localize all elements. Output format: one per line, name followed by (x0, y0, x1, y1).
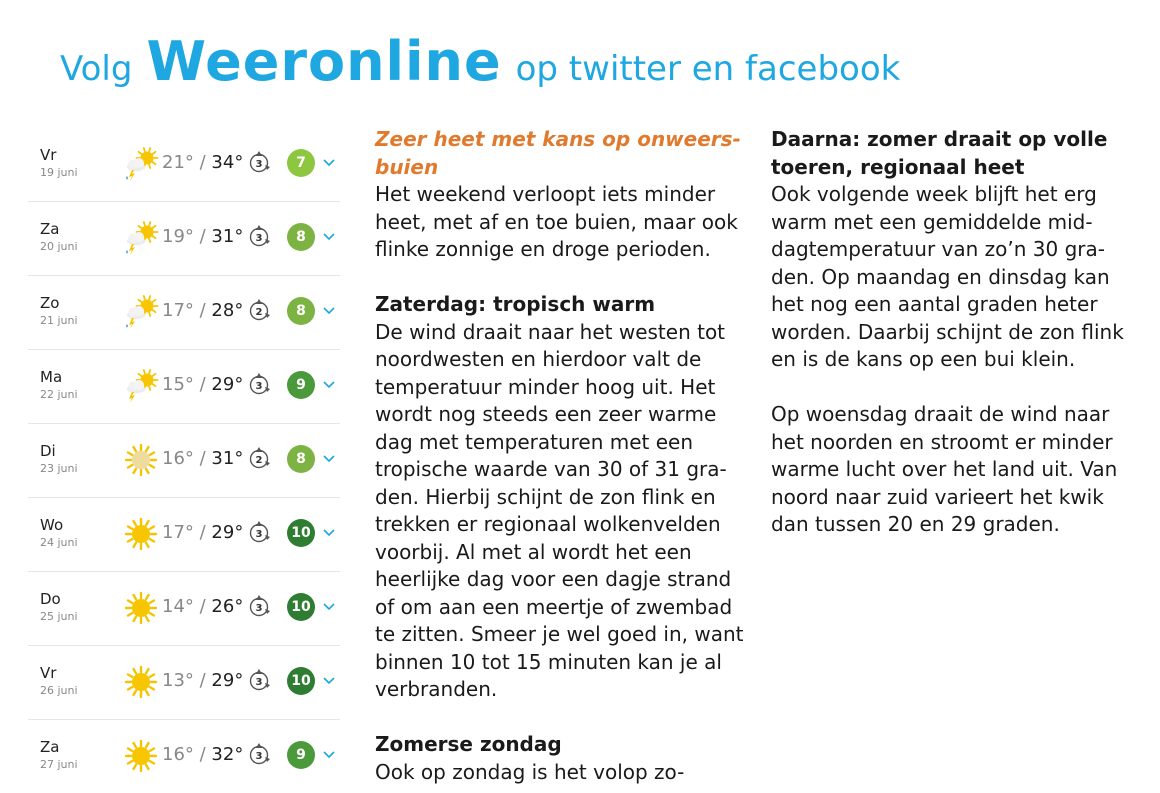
forecast-date: 22 juni (40, 388, 78, 401)
wind-compass-icon (246, 446, 272, 472)
weather-score-badge: 10 (287, 593, 315, 621)
article-text-line: Het weekend verloopt iets minder (375, 182, 716, 206)
forecast-day: Do (40, 590, 61, 608)
article-text-line: en is de kans op een bui klein. (771, 347, 1076, 371)
forecast-row[interactable] (28, 424, 340, 498)
weather-score-badge: 7 (287, 149, 315, 177)
forecast-row[interactable] (28, 128, 340, 202)
temp-max: 29° (211, 522, 244, 543)
chevron-down-icon[interactable] (322, 376, 336, 390)
article-text-line: het nog een aantal graden heter (771, 292, 1098, 316)
svg-text:3: 3 (255, 159, 263, 170)
promo-header (60, 30, 900, 110)
wind-compass-icon (246, 520, 272, 546)
article-column-2 (771, 126, 1141, 539)
forecast-row[interactable] (28, 202, 340, 276)
temp-max: 31° (211, 226, 244, 247)
forecast-day: Zo (40, 294, 60, 312)
article-text-line: tropische waarde van 30 of 31 gra- (375, 457, 727, 481)
forecast-day: Za (40, 220, 60, 238)
article-text-line: voorbij. Al met al wordt het een (375, 539, 692, 564)
forecast-date: 20 juni (40, 240, 78, 253)
wind-compass-icon (246, 594, 272, 620)
paragraph-gap (375, 704, 745, 732)
wind-compass-icon (246, 742, 272, 768)
wind-compass-icon (246, 668, 272, 694)
forecast-temperatures: 21° / 34° (162, 152, 244, 173)
article-text-line: het noorden en stroomt er minder (771, 429, 1113, 454)
forecast-temperatures: 17° / 28° (162, 300, 244, 321)
temp-max: 28° (211, 300, 244, 321)
article-text-line: heet, met af en toe buien, maar ook (375, 209, 738, 234)
wind-compass-icon (246, 372, 272, 398)
temp-min: 19° (162, 226, 194, 247)
forecast-date: 21 juni (40, 314, 78, 327)
temp-min: 15° (162, 374, 194, 395)
article-text-line: warme lucht over het land uit. Van (771, 457, 1118, 481)
sun-icon (123, 516, 159, 552)
hazy-sun-icon (123, 442, 159, 478)
sun-icon (123, 738, 159, 774)
svg-text:3: 3 (255, 381, 263, 392)
article-heading: Zaterdag: tropisch warm (375, 292, 656, 316)
forecast-temperatures: 14° / 26° (162, 596, 244, 617)
forecast-day: Za (40, 738, 60, 756)
article-heading: Daarna: zomer draait op volle (771, 127, 1108, 151)
temp-max: 29° (211, 670, 244, 691)
weather-score-badge: 8 (287, 297, 315, 325)
temp-min: 14° (162, 596, 194, 617)
forecast-row[interactable] (28, 276, 340, 350)
forecast-date: 26 juni (40, 684, 78, 697)
wind-compass-icon (246, 224, 272, 250)
forecast-date: 23 juni (40, 462, 78, 475)
forecast-temperatures: 16° / 32° (162, 744, 244, 765)
chevron-down-icon[interactable] (322, 746, 336, 760)
forecast-list (28, 128, 340, 793)
article-heading: Zomerse zondag (375, 732, 562, 756)
article-text-line: warm met een gemiddelde mid- (771, 209, 1093, 234)
forecast-temperatures: 15° / 29° (162, 374, 244, 395)
article-text-line: dagtemperatuur van zo’n 30 gra- (771, 237, 1105, 261)
wind-compass-icon (246, 150, 272, 176)
temp-min: 21° (162, 152, 194, 173)
article-heading: buien (375, 154, 439, 179)
chevron-down-icon[interactable] (322, 524, 336, 538)
chevron-down-icon[interactable] (322, 228, 336, 242)
wind-compass-icon (246, 298, 272, 324)
forecast-temperatures: 17° / 29° (162, 522, 244, 543)
forecast-temperatures: 13° / 29° (162, 670, 244, 691)
svg-text:3: 3 (255, 677, 263, 688)
forecast-date: 25 juni (40, 610, 78, 623)
sun-cloud-thunder-icon (123, 294, 159, 330)
temp-max: 31° (211, 448, 244, 469)
forecast-row[interactable] (28, 498, 340, 572)
temp-min: 16° (162, 448, 194, 469)
svg-text:3: 3 (255, 751, 263, 762)
article-text-line: wordt nog steeds een zeer warme (375, 402, 717, 426)
article-text-line: trekken er regionaal wolkenvelden (375, 512, 721, 536)
article-text-line: noord naar zuid varieert het kwik (771, 484, 1104, 509)
forecast-row[interactable] (28, 350, 340, 424)
forecast-day: Vr (40, 664, 57, 682)
forecast-row[interactable] (28, 720, 340, 793)
chevron-down-icon[interactable] (322, 154, 336, 168)
header-suffix: op twitter en facebook (515, 49, 901, 89)
forecast-date: 24 juni (40, 536, 78, 549)
paragraph-gap (771, 374, 1141, 402)
weather-score-badge: 8 (287, 445, 315, 473)
forecast-day: Wo (40, 516, 64, 534)
article-text-line: Op woensdag draait de wind naar (771, 402, 1110, 426)
forecast-date: 19 juni (40, 166, 78, 179)
article-text-line: Ook op zondag is het volop zo- (375, 759, 685, 784)
chevron-down-icon[interactable] (322, 450, 336, 464)
svg-text:3: 3 (255, 233, 263, 244)
article-text-line: den. Op maandag en dinsdag kan (771, 264, 1110, 289)
temp-max: 34° (211, 152, 244, 173)
svg-text:3: 3 (255, 529, 263, 540)
sun-icon (123, 590, 159, 626)
temp-min: 17° (162, 522, 194, 543)
weather-score-badge: 10 (287, 667, 315, 695)
svg-text:3: 3 (255, 603, 263, 614)
article-text-line: flinke zonnige en droge perioden. (375, 237, 711, 261)
article-text-line: dag met temperaturen met een (375, 429, 694, 454)
temp-max: 26° (211, 596, 244, 617)
forecast-day: Ma (40, 368, 63, 386)
article-text-line: noordwesten en hierdoor valt de (375, 347, 702, 371)
sun-cloud-lightning-icon (123, 368, 159, 404)
svg-text:2: 2 (255, 455, 263, 466)
sun-cloud-thunder-icon (123, 220, 159, 256)
article-text-line: of om aan een meertje of zwembad (375, 594, 733, 619)
chevron-down-icon[interactable] (322, 672, 336, 686)
article-text-line: Ook volgende week blijft het erg (771, 182, 1097, 206)
weather-score-badge: 10 (287, 519, 315, 547)
forecast-temperatures: 19° / 31° (162, 226, 244, 247)
forecast-row[interactable] (28, 572, 340, 646)
article-text-line: te zitten. Smeer je wel goed in, want (375, 622, 744, 646)
article-text-line: heerlijke dag voor een dagje strand (375, 567, 732, 591)
article-heading: toeren, regionaal heet (771, 154, 1025, 179)
forecast-row[interactable] (28, 646, 340, 720)
temp-min: 17° (162, 300, 194, 321)
temp-max: 32° (211, 744, 244, 765)
sun-icon (123, 664, 159, 700)
paragraph-gap (375, 264, 745, 292)
article-text-line: den. Hierbij schijnt de zon flink en (375, 484, 716, 509)
brand-logo-text[interactable]: Weeronline (146, 30, 502, 93)
forecast-date: 27 juni (40, 758, 78, 771)
temp-min: 13° (162, 670, 194, 691)
article-text-line: dan tussen 20 en 29 graden. (771, 512, 1060, 536)
chevron-down-icon[interactable] (322, 598, 336, 612)
article-text-line: worden. Daarbij schijnt de zon flink (771, 319, 1124, 344)
header-prefix: Volg (60, 49, 133, 89)
article-column-1 (375, 126, 745, 786)
forecast-temperatures: 16° / 31° (162, 448, 244, 469)
article-text-line: verbranden. (375, 677, 498, 701)
weather-score-badge: 9 (287, 741, 315, 769)
article-text-line: temperatuur minder hoog uit. Het (375, 374, 716, 399)
article-text-line: De wind draait naar het westen tot (375, 319, 726, 344)
article-heading: Zeer heet met kans op onweers- (375, 127, 741, 151)
chevron-down-icon[interactable] (322, 302, 336, 316)
forecast-day: Di (40, 442, 56, 460)
weather-score-badge: 8 (287, 223, 315, 251)
article-text-line: binnen 10 tot 15 minuten kan je al (375, 649, 722, 674)
temp-min: 16° (162, 744, 194, 765)
forecast-day: Vr (40, 146, 57, 164)
temp-max: 29° (211, 374, 244, 395)
svg-text:2: 2 (255, 307, 263, 318)
sun-cloud-thunder-icon (123, 146, 159, 182)
weather-score-badge: 9 (287, 371, 315, 399)
